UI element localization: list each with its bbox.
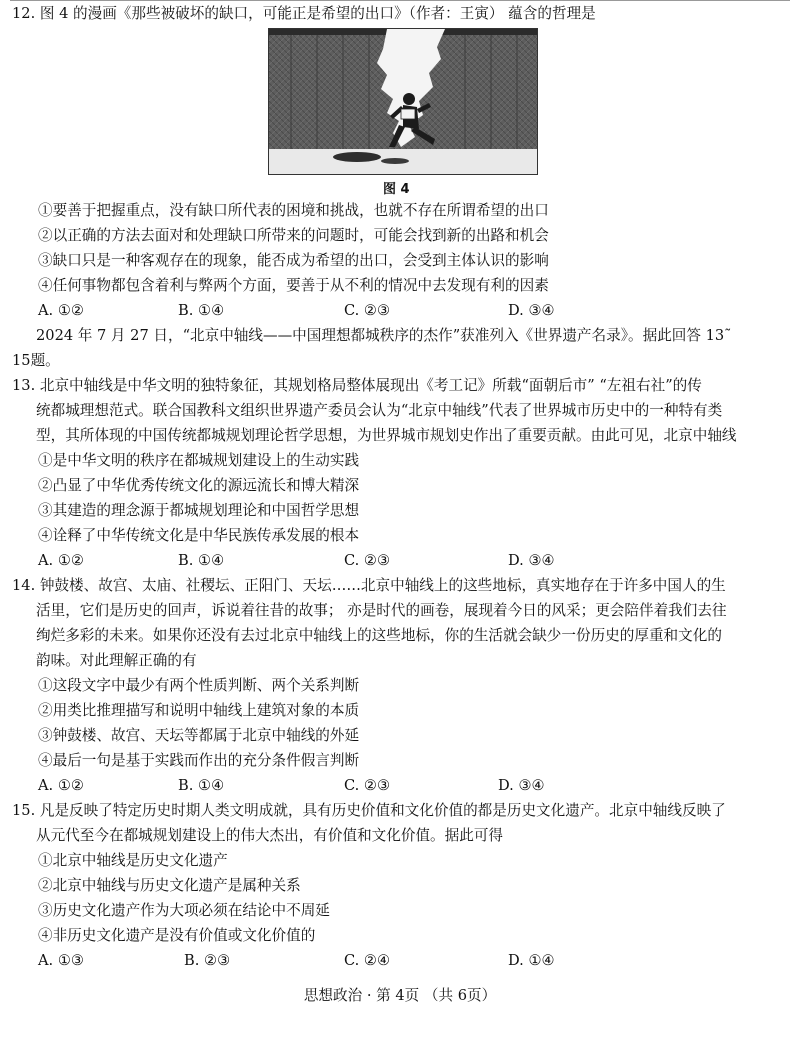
q12-choice-a: A. ①② xyxy=(38,302,84,319)
q13-choice-a: A. ①② xyxy=(38,552,84,569)
q13-choice-b: B. ①④ xyxy=(178,552,225,569)
q15-choice-b: B. ②③ xyxy=(184,952,231,969)
group-intro-line2: 15题。 xyxy=(12,352,60,369)
q14-stem-line4: 韵味。对此理解正确的有 xyxy=(36,652,197,669)
page-footer: 思想政治 · 第 4页 （共 6页） xyxy=(303,987,497,1004)
q13-option-2: ②凸显了中华优秀传统文化的源远流长和博大精深 xyxy=(38,477,360,494)
q14-choice-d: D. ③④ xyxy=(498,777,545,794)
top-rule xyxy=(10,0,790,1)
q14-choice-a: A. ①② xyxy=(38,777,84,794)
q14-choice-b: B. ①④ xyxy=(178,777,225,794)
q15-option-1: ①北京中轴线是历史文化遗产 xyxy=(38,852,228,869)
q14-stem-line2: 活里，它们是历史的回声，诉说着往昔的故事； 亦是时代的画卷，展现着今日的风采；更会陪伴着我们去往 xyxy=(36,602,727,619)
q12-stem: 12. 图 4 的漫画《那些被破坏的缺口，可能正是希望的出口》（作者：王寅） 蕴含的哲理是 xyxy=(12,5,596,22)
q15-choice-c: C. ②④ xyxy=(344,952,391,969)
q12-option-4: ④任何事物都包含着利与弊两个方面，要善于从不利的情况中去发现有利的因素 xyxy=(38,277,549,294)
q12-option-1: ①要善于把握重点，没有缺口所代表的困境和挑战，也就不存在所谓希望的出口 xyxy=(38,202,549,219)
q13-stem-line2: 统都城理想范式。联合国教科文组织世界遗产委员会认为“北京中轴线”代表了世界城市历史中的一种特有类 xyxy=(36,402,723,419)
q12-option-2: ②以正确的方法去面对和处理缺口所带来的问题时，可能会找到新的出路和机会 xyxy=(38,227,549,244)
q15-option-3: ③历史文化遗产作为大项必须在结论中不周延 xyxy=(38,902,330,919)
q13-choice-d: D. ③④ xyxy=(508,552,555,569)
q14-option-4: ④最后一句是基于实践而作出的充分条件假言判断 xyxy=(38,752,360,769)
q15-option-2: ②北京中轴线与历史文化遗产是属种关系 xyxy=(38,877,301,894)
q14-option-1: ①这段文字中最少有两个性质判断、两个关系判断 xyxy=(38,677,360,694)
q12-choice-d: D. ③④ xyxy=(508,302,555,319)
q15-choice-d: D. ①④ xyxy=(508,952,555,969)
cartoon-illustration xyxy=(269,29,537,174)
q12-option-3: ③缺口只是一种客观存在的现象，能否成为希望的出口，会受到主体认识的影响 xyxy=(38,252,549,269)
q12-choice-b: B. ①④ xyxy=(178,302,225,319)
q15-choice-a: A. ①③ xyxy=(38,952,84,969)
q13-choice-c: C. ②③ xyxy=(344,552,391,569)
q13-stem-line3: 型，其所体现的中国传统都城规划理论哲学思想，为世界城市规划史作出了重要贡献。由此可见，北京中轴线 xyxy=(36,427,737,444)
q12-choice-c: C. ②③ xyxy=(344,302,391,319)
q13-stem-line1: 13. 北京中轴线是中华文明的独特象征，其规划格局整体展现出《考工记》所载“面朝后市” “左祖右社”的传 xyxy=(12,377,702,394)
q15-stem-line1: 15. 凡是反映了特定历史时期人类文明成就，具有历史价值和文化价值的都是历史文化遗产。北京中轴线反映了 xyxy=(12,802,726,819)
q14-option-3: ③钟鼓楼、故宫、天坛等都属于北京中轴线的外延 xyxy=(38,727,360,744)
q14-stem-line3: 绚烂多彩的未来。如果你还没有去过北京中轴线上的这些地标，你的生活就会缺少一份历史的厚重和文化的 xyxy=(36,627,722,644)
cartoon-figure xyxy=(268,28,538,175)
q13-option-1: ①是中华文明的秩序在都城规划建设上的生动实践 xyxy=(38,452,360,469)
q13-option-3: ③其建造的理念源于都城规划理论和中国哲学思想 xyxy=(38,502,360,519)
q14-choice-c: C. ②③ xyxy=(344,777,391,794)
figure-caption: 图 4 xyxy=(383,182,410,197)
q14-option-2: ②用类比推理描写和说明中轴线上建筑对象的本质 xyxy=(38,702,360,719)
q14-stem-line1: 14. 钟鼓楼、故宫、太庙、社稷坛、正阳门、天坛……北京中轴线上的这些地标，真实地存在于许多中国人的生 xyxy=(12,577,726,594)
q13-option-4: ④诠释了中华传统文化是中华民族传承发展的根本 xyxy=(38,527,360,544)
group-intro-line1: 2024 年 7 月 27 日，“北京中轴线——中国理想都城秩序的杰作”获准列入《世界遗产名录》。据此回答 13˜ xyxy=(36,327,732,344)
q15-option-4: ④非历史文化遗产是没有价值或文化价值的 xyxy=(38,927,316,944)
q15-stem-line2: 从元代至今在都城规划建设上的伟大杰出，有价值和文化价值。据此可得 xyxy=(36,827,504,844)
